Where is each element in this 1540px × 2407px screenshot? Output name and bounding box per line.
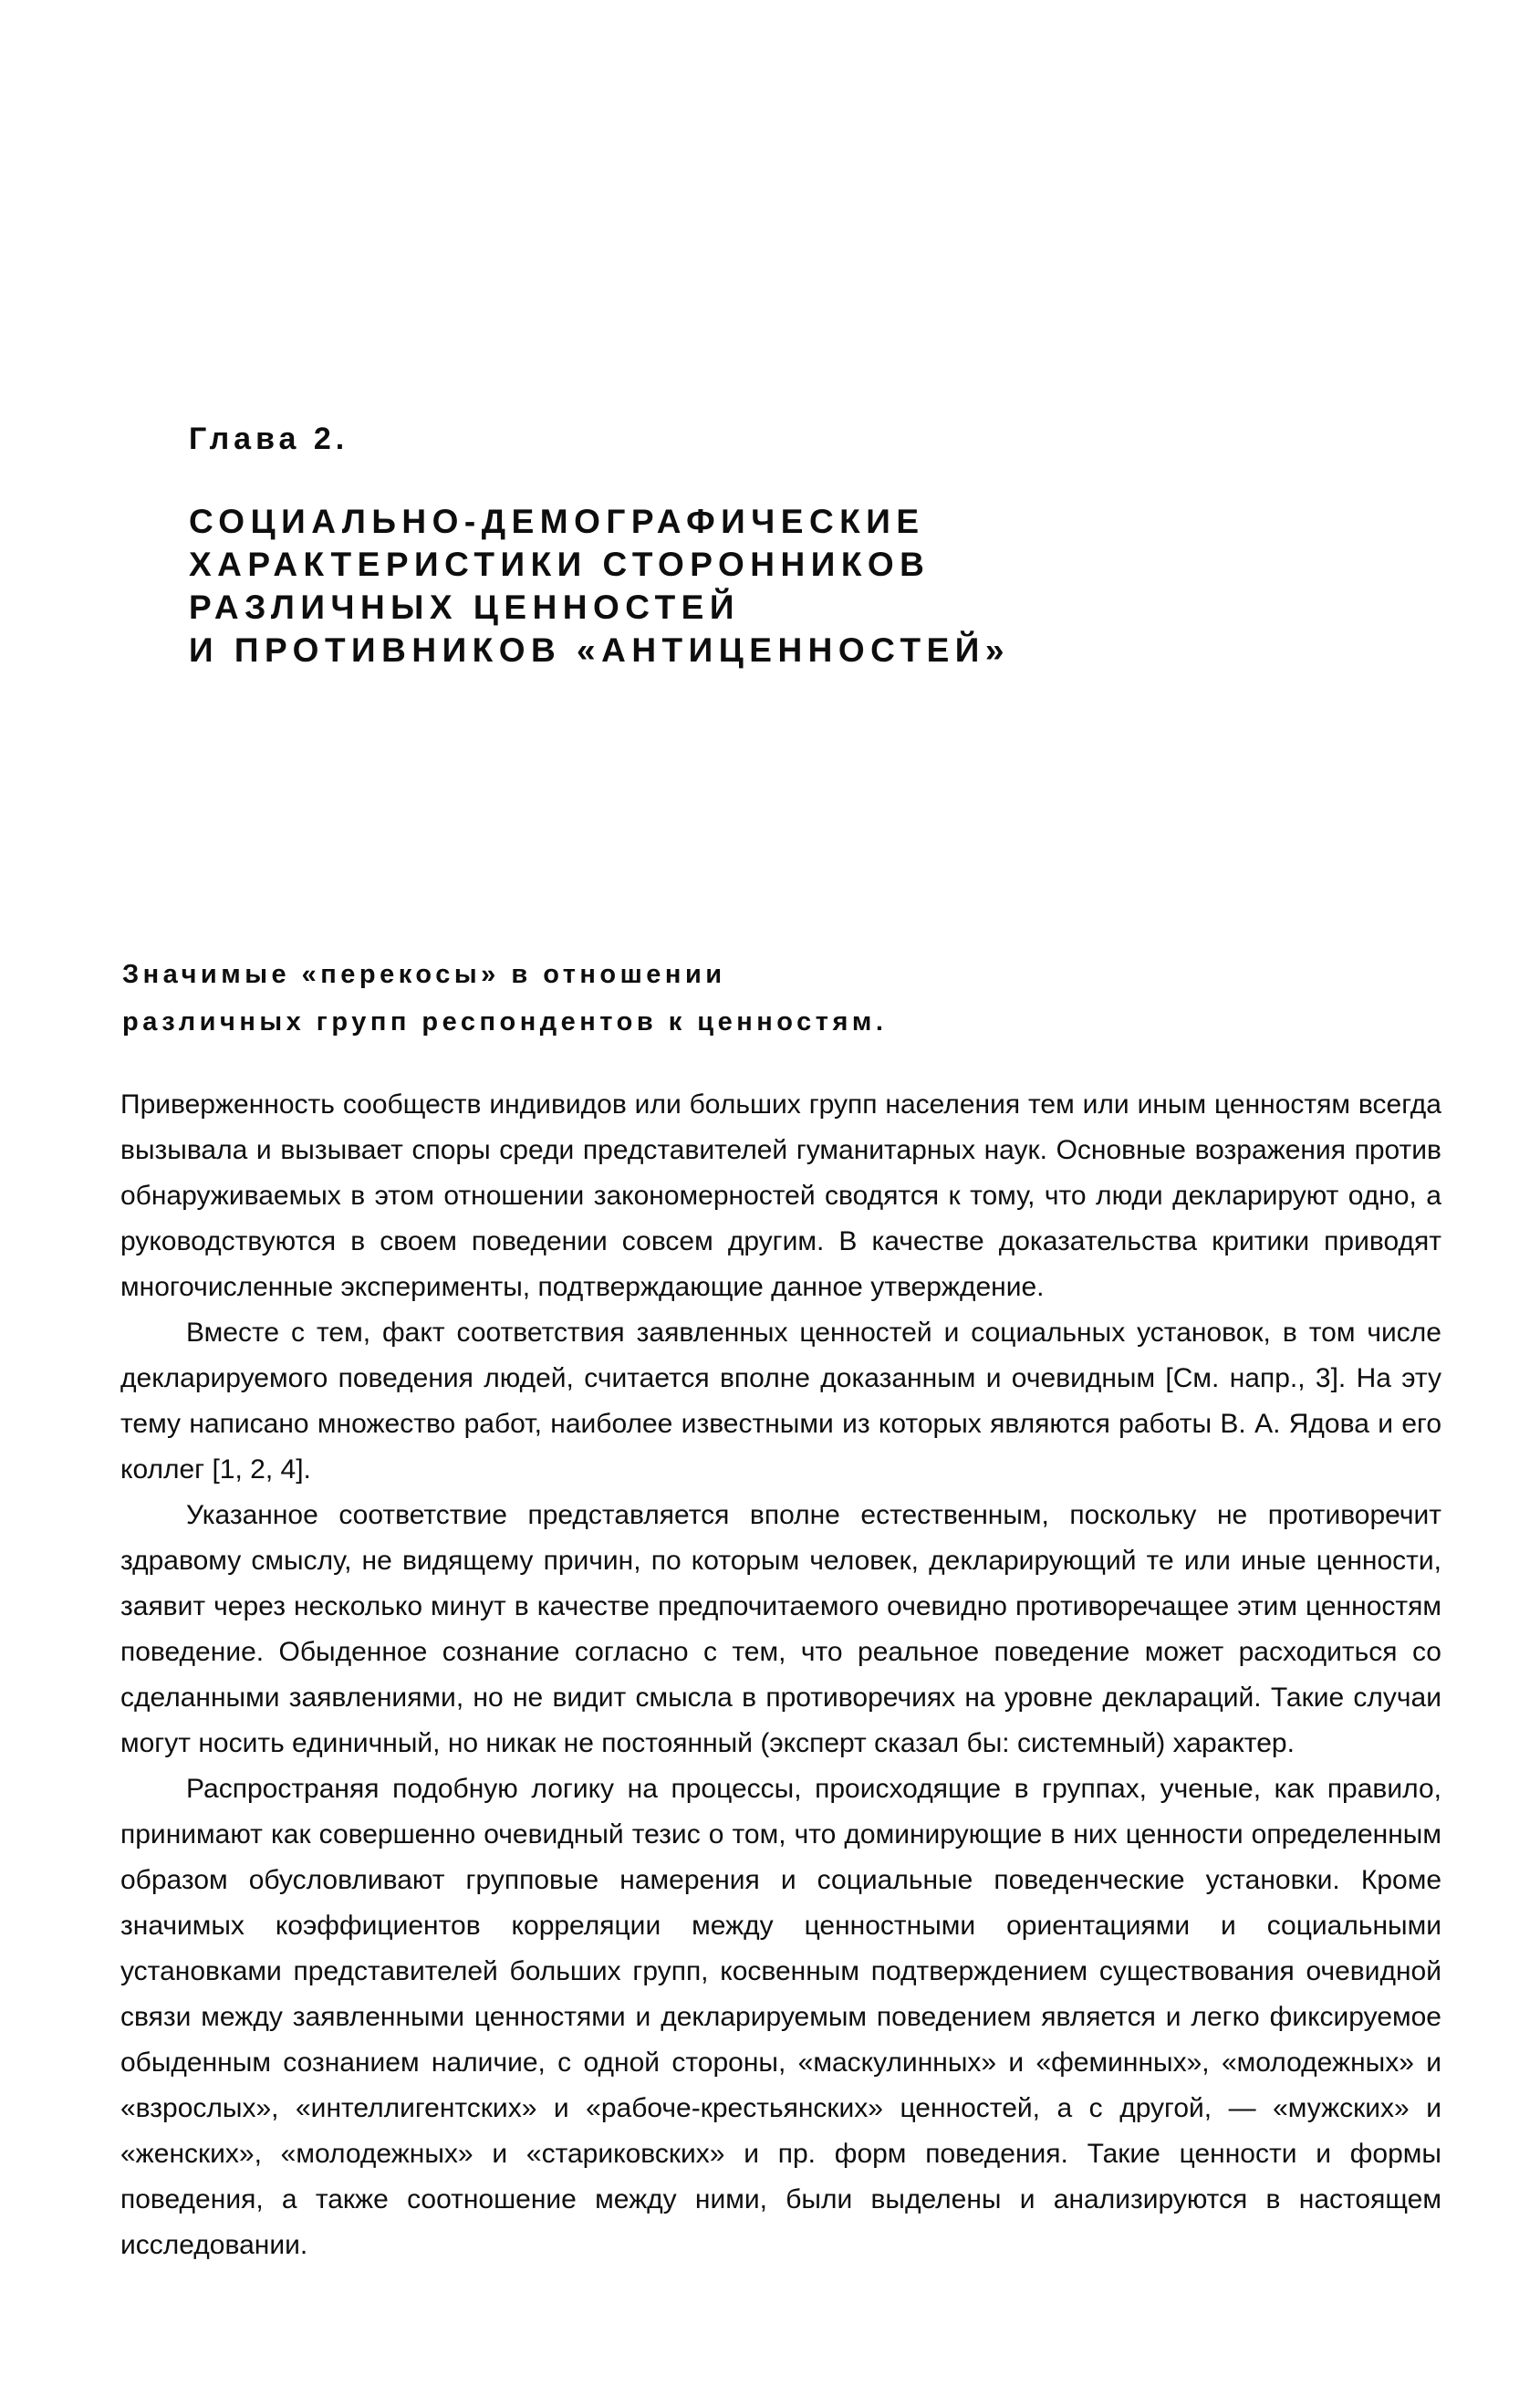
chapter-title-line: СОЦИАЛЬНО-ДЕМОГРАФИЧЕСКИЕ <box>189 503 925 540</box>
paragraph: Вместе с тем, факт соответствия заявленных ценностей и социальных установок, в том числе декларируемого поведения людей, считается вполне доказанным и очевидным [См. напр., 3]. На эту тему написано множество работ, наиболее известными из которых являются работы В. А. Ядова и его коллег [1, 2, 4]. <box>120 1318 1441 1485</box>
chapter-label: Глава 2. <box>189 422 349 456</box>
section-heading-line: Значимые «перекосы» в отношении <box>122 960 726 989</box>
section-heading <box>122 951 887 1046</box>
chapter-title-line: РАЗЛИЧНЫХ ЦЕННОСТЕЙ <box>189 589 740 626</box>
paragraph: Приверженность сообществ индивидов или больших групп населения тем или иным ценностям всегда вызывала и вызывает споры среди представителей гуманитарных наук. Основные возражения против обнаруживаемых в этом отношении закономерностей сводятся к тому, что люди декларируют одно, а руководствуются в своем поведении совсем другим. В качестве доказательства критики приводят многочисленные эксперименты, подтверждающие данное утверждение. <box>120 1089 1441 1302</box>
chapter-title-line: ХАРАКТЕРИСТИКИ СТОРОННИКОВ <box>189 546 931 583</box>
paragraph: Распространяя подобную логику на процессы, происходящие в группах, ученые, как правило, принимают как совершенно очевидный тезис о том, что доминирующие в них ценности определенным образом обусловливают групповые намерения и социальные поведенческие установки. Кроме значимых коэффициентов корреляции между ценностными ориентациями и социальными установками представителей больших групп, косвенным подтверждением существования очевидной связи между заявленными ценностями и декларируемым поведением является и легко фиксируемое обыденным сознанием наличие, с одной стороны, «маскулинных» и «феминных», «молодежных» и «взрослых», «интеллигентских» и «рабоче-крестьянских» ценностей, а с другой, — «мужских» и «женских», «молодежных» и «стариковских» и пр. форм поведения. Такие ценности и формы поведения, а также соотношение между ними, были выделены и анализируются в настоящем исследовании. <box>120 1774 1441 2260</box>
chapter-title-line: И ПРОТИВНИКОВ «АНТИЦЕННОСТЕЙ» <box>189 631 1010 669</box>
paragraph: Указанное соответствие представляется вполне естественным, поскольку не противоречит здравому смыслу, не видящему причин, по которым человек, декларирующий те или иные ценности, заявит через несколько минут в качестве предпочитаемого очевидно противоречащее этим ценностям поведение. Обыденное сознание согласно с тем, что реальное поведение может расходиться со сделанными заявлениями, но не видит смысла в противоречиях на уровне деклараций. Такие случаи могут носить единичный, но никак не постоянный (эксперт сказал бы: системный) характер. <box>120 1500 1441 1758</box>
section-heading-line: различных групп респондентов к ценностям. <box>122 1007 888 1037</box>
chapter-title <box>189 500 1010 672</box>
body-text <box>120 1082 1441 2268</box>
